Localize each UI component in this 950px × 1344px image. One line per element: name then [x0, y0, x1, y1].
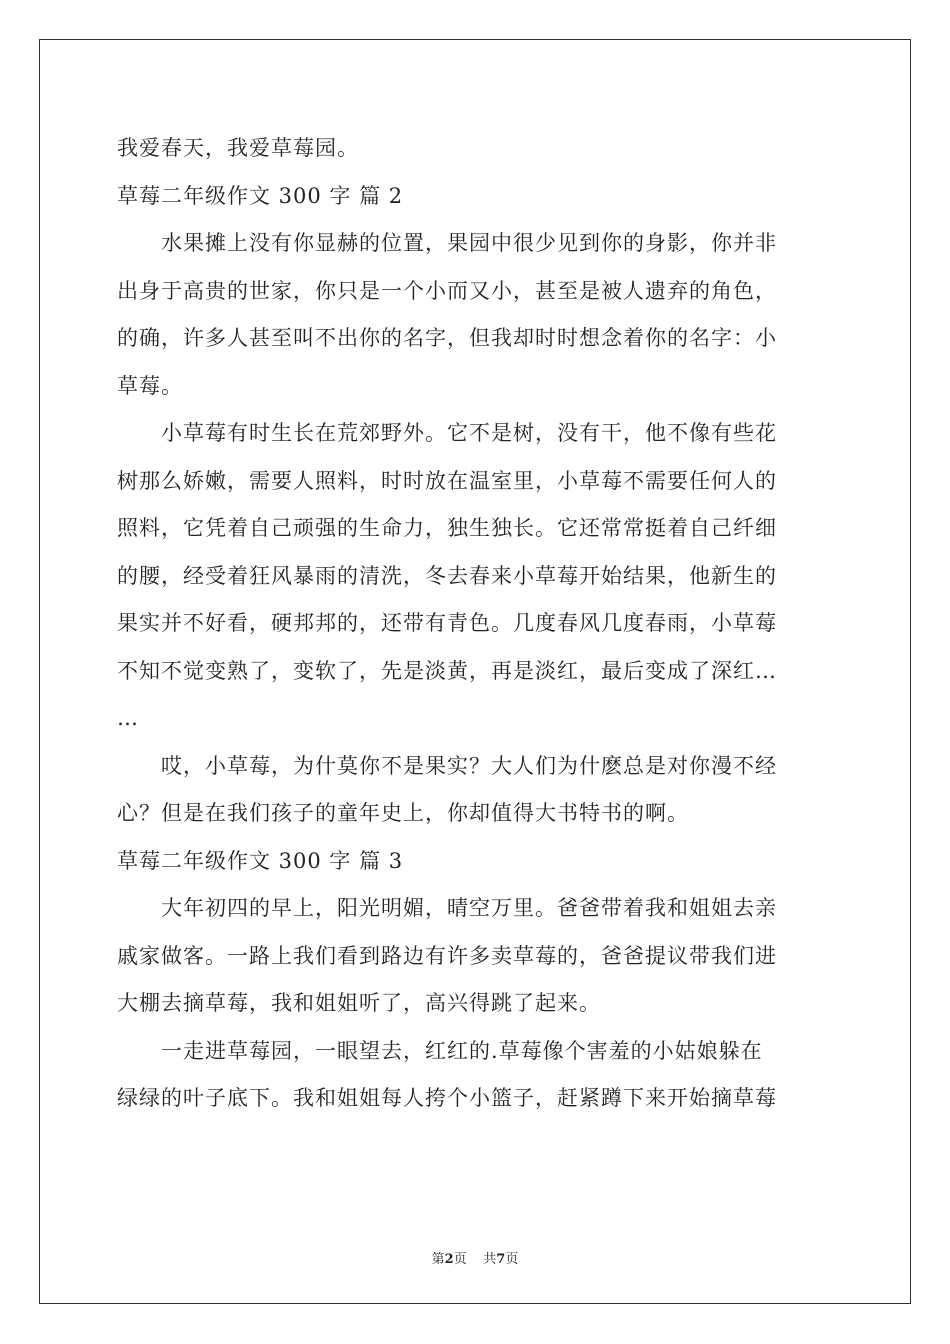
page-total: 7: [496, 1252, 506, 1267]
text-line: 一走进草莓园，一眼望去，红红的.草莓像个害羞的小姑娘躲在: [117, 1038, 763, 1063]
page-footer: [0, 1248, 950, 1267]
total-suffix: 页: [505, 1252, 519, 1267]
text-line: 戚家做客。一路上我们看到路边有许多卖草莓的，爸爸提议带我们进: [117, 943, 777, 968]
text-line: 不知不觉变熟了，变软了，先是淡黄，再是淡红，最后变成了深红…: [117, 658, 777, 683]
text-line: 果实并不好看，硬邦邦的，还带有青色。几度春风几度春雨，小草莓: [117, 611, 777, 635]
text-line: 照料，它凭着自己顽强的生命力，独生独长。它还常常挺着自己纤细: [117, 516, 777, 540]
text-line: 的腰，经受着狂风暴雨的清洗，冬去春来小草莓开始结果，他新生的: [117, 563, 777, 588]
section-heading: 草莓二年级作文 300 字 篇 3: [117, 848, 404, 873]
text-line: 的确，许多人甚至叫不出你的名字，但我却时时想念着你的名字：小: [117, 326, 777, 350]
text-line: 我爱春天，我爱草莓园。: [117, 136, 359, 160]
text-line: …: [117, 706, 139, 730]
page-current: 2: [444, 1252, 454, 1267]
text-line: 绿绿的叶子底下。我和姐姐每人挎个小篮子，赶紧蹲下来开始摘草莓: [117, 1086, 777, 1110]
text-line: 水果摊上没有你显赫的位置，果园中很少见到你的身影，你并非: [117, 231, 777, 255]
text-line: 大年初四的早上，阳光明媚，晴空万里。爸爸带着我和姐姐去亲: [117, 896, 777, 920]
total-prefix: 共: [483, 1252, 497, 1267]
text-line: 草莓。: [117, 373, 183, 398]
text-line: 树那么娇嫩，需要人照料，时时放在温室里，小草莓不需要任何人的: [117, 468, 777, 493]
section-heading: 草莓二年级作文 300 字 篇 2: [117, 183, 404, 208]
text-line: 心？但是在我们孩子的童年史上，你却值得大书特书的啊。: [117, 801, 689, 825]
page-prefix: 第: [431, 1252, 445, 1267]
page-suffix: 页: [453, 1252, 467, 1267]
text-line: 出身于高贵的世家，你只是一个小而又小，甚至是被人遗弃的角色，: [117, 278, 777, 303]
text-line: 小草莓有时生长在荒郊野外。它不是树，没有干，他不像有些花: [117, 421, 777, 445]
document-body: [117, 125, 833, 1123]
text-line: 哎，小草莓，为什莫你不是果实？大人们为什麽总是对你漫不经: [117, 753, 777, 778]
text-line: 大棚去摘草莓，我和姐姐听了，高兴得跳了起来。: [117, 991, 601, 1015]
